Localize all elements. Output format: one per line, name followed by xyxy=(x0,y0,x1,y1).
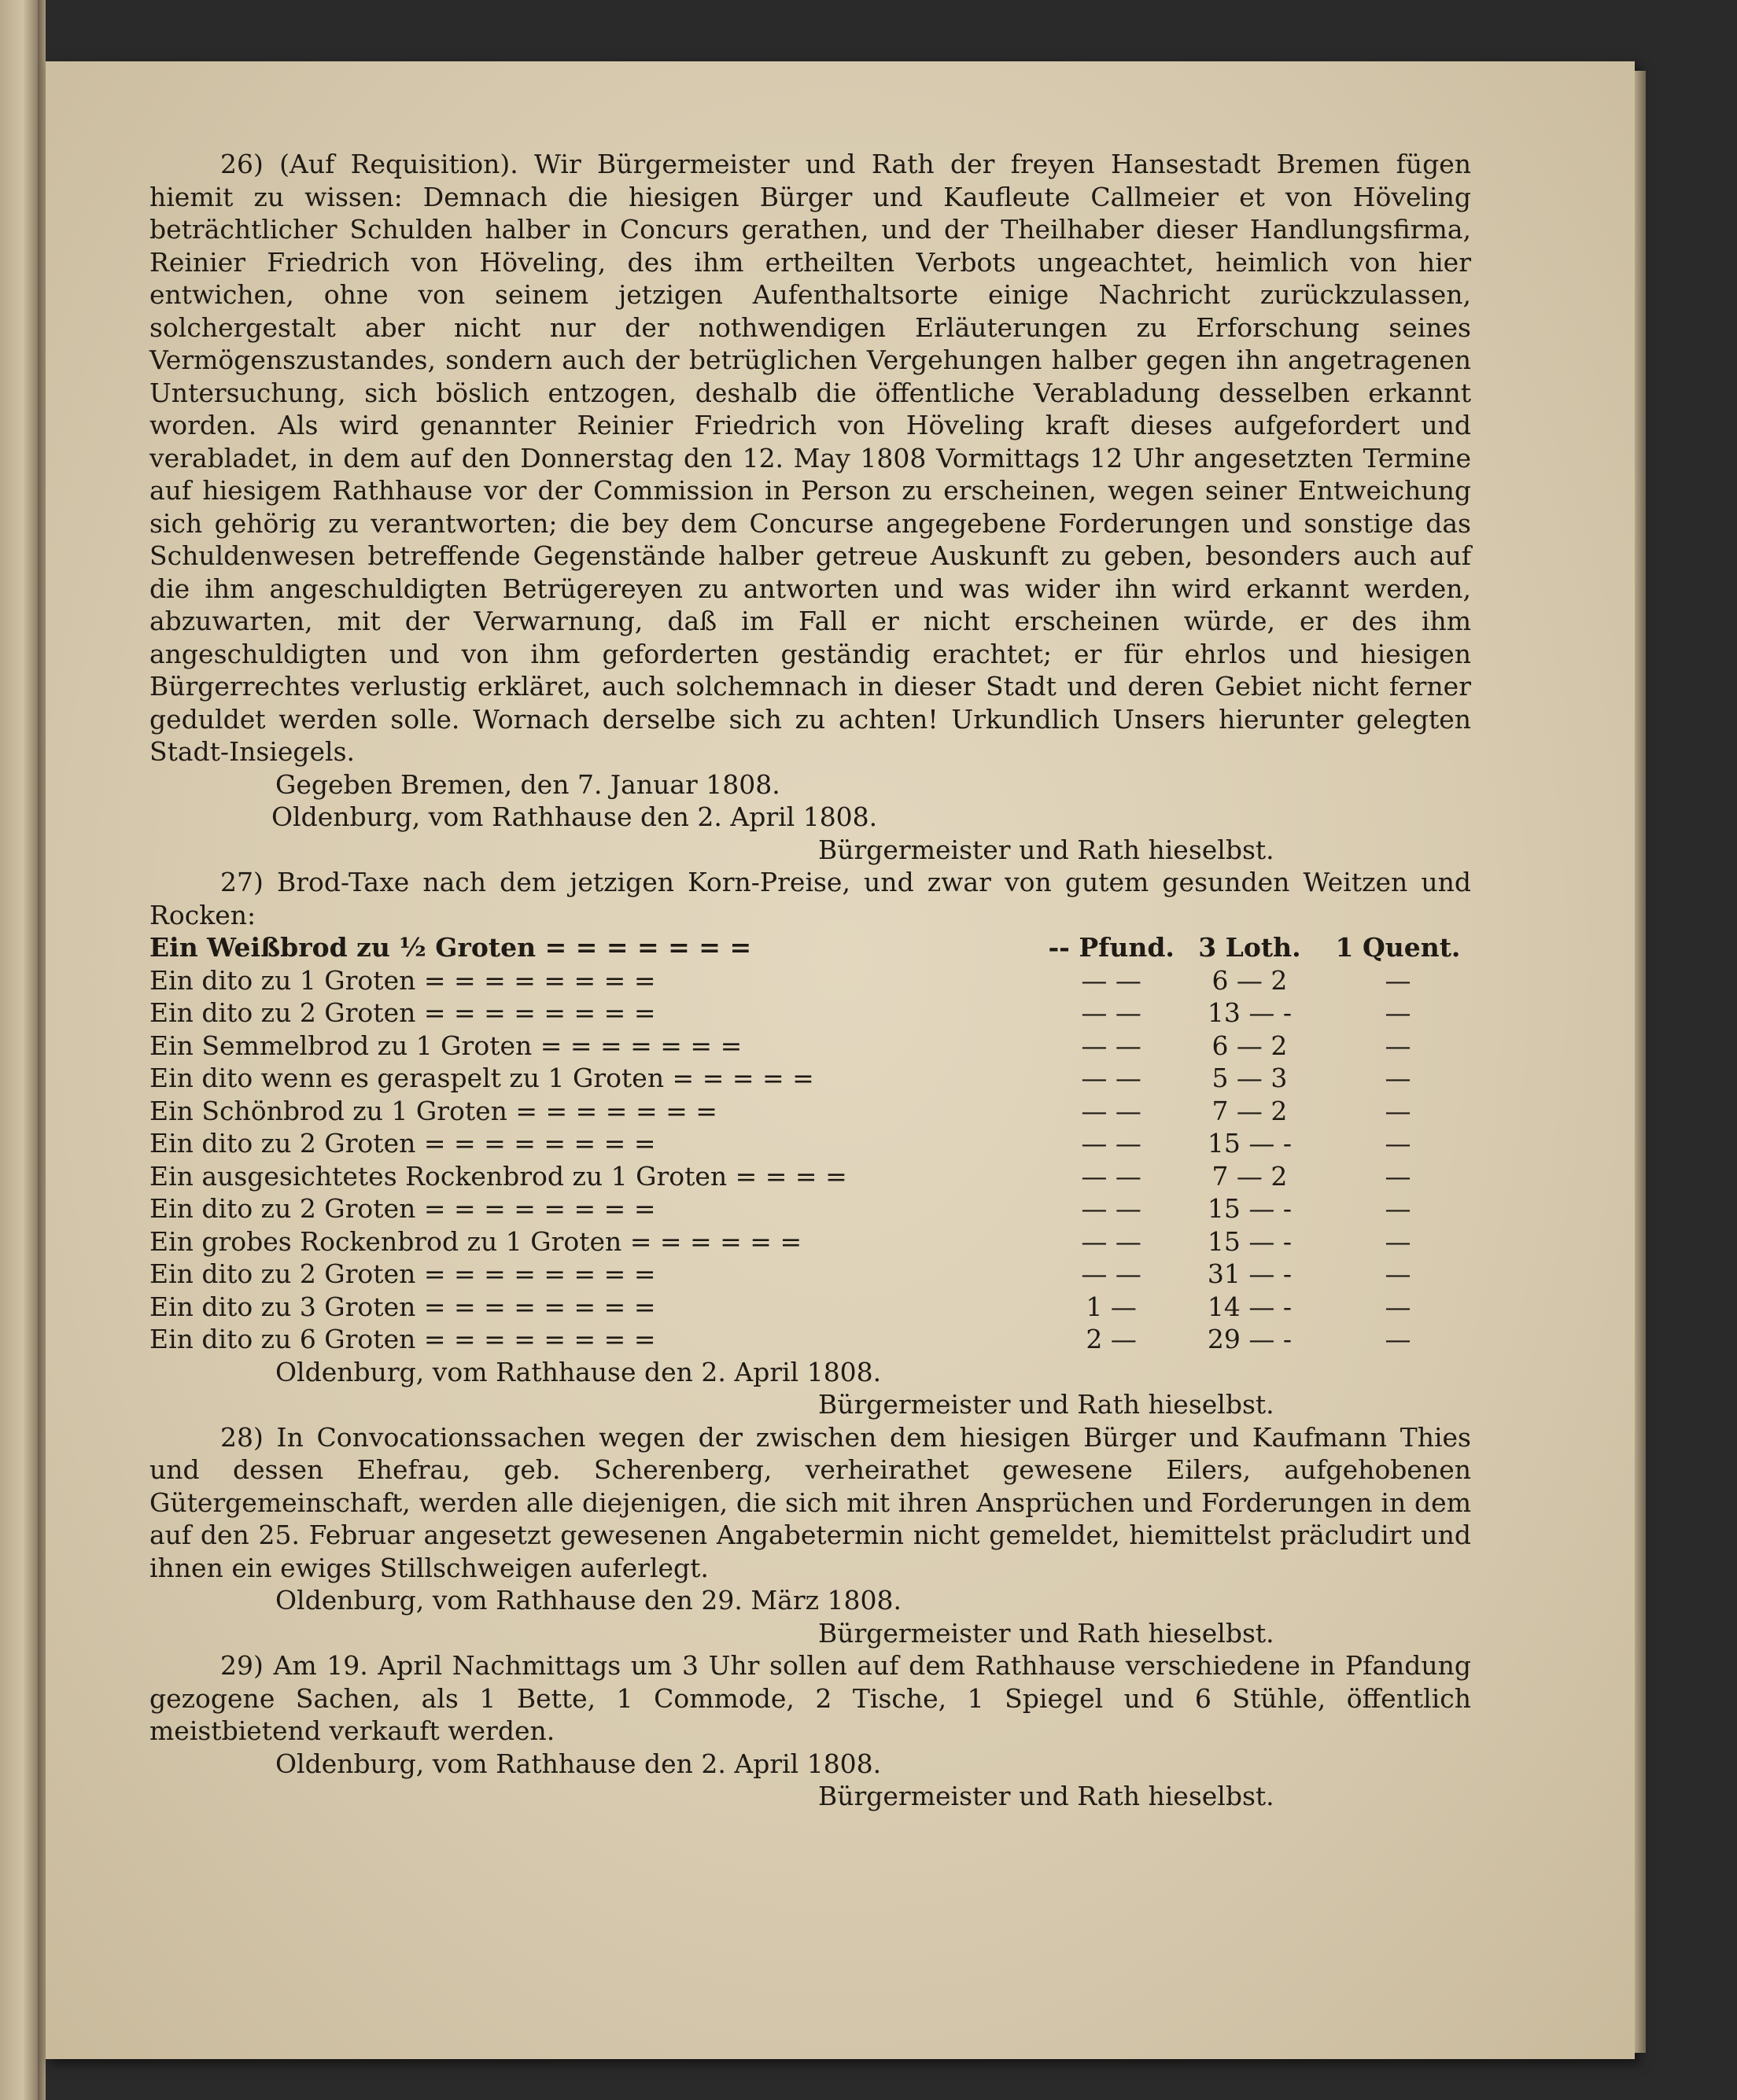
loth-cell: 6 — 2 xyxy=(1211,1030,1288,1061)
table-row xyxy=(149,1030,1471,1063)
pfund-cell: — — xyxy=(1081,1128,1141,1159)
bread-item: Ein Semmelbrod zu 1 Groten = = = = = = = xyxy=(149,1030,743,1061)
entry-29 xyxy=(149,1649,1471,1813)
entry-28-dated: Oldenburg, vom Rathhause den 29. März 1808. xyxy=(275,1585,902,1616)
entry-27-signature: Bürgermeister und Rath hieselbst. xyxy=(818,1389,1274,1420)
table-row xyxy=(149,1160,1471,1193)
bread-item: Ein ausgesichtetes Rockenbrod zu 1 Groten = = = = xyxy=(149,1160,847,1192)
entry-27-intro: 27) Brod-Taxe nach dem jetzigen Korn-Preise, und zwar von gutem gesunden Weitzen und Rocken: xyxy=(149,867,1471,930)
table-row xyxy=(149,997,1471,1030)
bread-item: Ein dito zu 2 Groten = = = = = = = = xyxy=(149,997,656,1028)
quent-cell: — xyxy=(1385,1324,1411,1354)
entry-28-text: 28) In Convocationssachen wegen der zwischen dem hiesigen Bürger und Kaufmann Thies und dessen Ehefrau, geb. Scherenberg, verheirathet gewesene Eilers, aufgehobenen Gütergemeinschaft, werden alle diejenigen, die sich mit ihren Ansprüchen und Forderungen in dem auf den 25. Februar angesetzt gewesenen Angabetermin nicht gemeldet, hiemittelst präcludirt und ihnen ein ewiges Stillschweigen auferlegt. xyxy=(149,1421,1471,1583)
loth-cell: 13 — - xyxy=(1207,997,1292,1028)
table-row xyxy=(149,1291,1471,1324)
entry-28 xyxy=(149,1421,1471,1650)
loth-cell: 31 — - xyxy=(1207,1258,1292,1289)
loth-cell: 6 — 2 xyxy=(1211,964,1288,996)
loth-cell: 15 — - xyxy=(1207,1225,1292,1257)
pfund-cell: — — xyxy=(1081,1193,1141,1224)
entry-29-text: 29) Am 19. April Nachmittags um 3 Uhr sollen auf dem Rathhause verschiedene in Pfandung gezogene Sachen, als 1 Bette, 1 Commode, 2 Tische, 1 Spiegel und 6 Stühle, öffentlich meistbietend verkauft werden. xyxy=(149,1650,1471,1746)
loth-cell: 29 — - xyxy=(1207,1324,1292,1354)
table-row xyxy=(149,1225,1471,1258)
bread-item: Ein grobes Rockenbrod zu 1 Groten = = = = = = xyxy=(149,1225,802,1257)
pfund-cell: — — xyxy=(1081,1063,1141,1093)
bread-item: Ein Schönbrod zu 1 Groten = = = = = = = xyxy=(149,1095,717,1126)
loth-cell: 15 — - xyxy=(1207,1193,1292,1224)
table-row xyxy=(149,1095,1471,1128)
pfund-cell: — — xyxy=(1081,997,1141,1028)
table-row xyxy=(149,1258,1471,1291)
quent-cell: — xyxy=(1385,997,1411,1028)
quent-cell: — xyxy=(1385,1160,1411,1192)
page-content xyxy=(149,148,1471,1813)
quent-cell: — xyxy=(1385,1095,1411,1126)
quent-cell: — xyxy=(1385,1291,1411,1322)
quent-cell: — xyxy=(1385,1030,1411,1061)
table-row xyxy=(149,1127,1471,1160)
entry-26-dated: Oldenburg, vom Rathhause den 2. April 1808. xyxy=(271,801,878,832)
loth-cell: 15 — - xyxy=(1207,1128,1292,1159)
table-row xyxy=(149,931,1471,964)
quent-cell: 1 Quent. xyxy=(1335,932,1461,963)
entry-26-text: 26) (Auf Requisition). Wir Bürgermeister und Rath der freyen Hansestadt Bremen fügen hiemit zu wissen: Demnach die hiesigen Bürger und Kaufleute Callmeier et von Höveling beträchtlicher Schulden halber in Concurs gerathen, und der Theilhaber dieser Handlungsfirma, Reinier Friedrich von Höveling, des ihm ertheilten Verbots ungeachtet, heimlich von hier entwichen, ohne von seinem jetzigen Aufenthaltsorte einige Nachricht zurückzulassen, solchergestalt aber nicht nur der nothwendigen Erläuterungen zu Erforschung seines Vermögenszustandes, sondern auch der betrüglichen Vergehungen halber gegen ihn angetragenen Untersuchung, sich böslich entzogen, deshalb die öffentliche Verabladung desselben erkannt worden. Als wird genannter Reinier Friedrich von Höveling kraft dieses aufgefordert und verabladet, in dem auf den Donnerstag den 12. May 1808 Vormittags 12 Uhr angesetzten Termine auf hiesigem Rathhause vor der Commission in Person zu erscheinen, wegen seiner Entweichung sich gehörig zu verantworten; die bey dem Concurse angegebene Forderungen und sonstige das Schuldenwesen betreffende Gegenstände halber getreue Auskunft zu geben, besonders auch auf die ihm angeschuldigten Betrügereyen zu antworten und was wider ihn wird erkannt werden, abzuwarten, mit der Verwarnung, daß im Fall er nicht erscheinen würde, er des ihm angeschuldigten und von ihm geforderten geständig erachtet; er für ehrlos und hiesigen Bürgerrechtes verlustig erkläret, auch solchemnach in dieser Stadt und deren Gebiet nicht ferner geduldet werden solle. Wornach derselbe sich zu achten! Urkundlich Unsers hierunter gelegten Stadt-Insiegels. xyxy=(149,149,1471,767)
quent-cell: — xyxy=(1385,1128,1411,1159)
loth-cell: 7 — 2 xyxy=(1211,1160,1288,1192)
entry-28-signature: Bürgermeister und Rath hieselbst. xyxy=(818,1617,1274,1649)
bread-item: Ein dito wenn es geraspelt zu 1 Groten = = = = = xyxy=(149,1063,814,1093)
entry-26-signature: Bürgermeister und Rath hieselbst. xyxy=(818,834,1274,865)
bread-price-table xyxy=(149,931,1471,1356)
book-spine xyxy=(38,0,46,2100)
table-row xyxy=(149,1192,1471,1225)
bread-item: Ein Weißbrod zu ½ Groten = = = = = = = xyxy=(149,932,752,963)
pfund-cell: — — xyxy=(1081,1160,1141,1192)
pfund-cell: 1 — xyxy=(1086,1291,1137,1322)
quent-cell: — xyxy=(1385,1225,1411,1257)
bread-item: Ein dito zu 3 Groten = = = = = = = = xyxy=(149,1291,656,1322)
loth-cell: 7 — 2 xyxy=(1211,1095,1288,1126)
pfund-cell: — — xyxy=(1081,1030,1141,1061)
entry-26-given: Gegeben Bremen, den 7. Januar 1808. xyxy=(275,768,780,800)
pfund-cell: — — xyxy=(1081,1258,1141,1289)
entry-29-signature: Bürgermeister und Rath hieselbst. xyxy=(818,1781,1274,1811)
loth-cell: 14 — - xyxy=(1207,1291,1292,1322)
bread-item: Ein dito zu 2 Groten = = = = = = = = xyxy=(149,1193,656,1224)
entry-26 xyxy=(149,148,1471,866)
page-edge xyxy=(1635,71,1646,2053)
loth-cell: 5 — 3 xyxy=(1211,1063,1288,1093)
table-row xyxy=(149,964,1471,997)
table-row xyxy=(149,1323,1471,1356)
pfund-cell: -- Pfund. xyxy=(1048,932,1175,963)
pfund-cell: 2 — xyxy=(1086,1324,1137,1354)
pfund-cell: — — xyxy=(1081,1095,1141,1126)
quent-cell: — xyxy=(1385,964,1411,996)
facing-page-edge xyxy=(0,0,38,2100)
entry-27-dated: Oldenburg, vom Rathhause den 2. April 1808. xyxy=(275,1356,882,1387)
loth-cell: 3 Loth. xyxy=(1198,932,1301,963)
quent-cell: — xyxy=(1385,1063,1411,1093)
entry-29-dated: Oldenburg, vom Rathhause den 2. April 1808. xyxy=(275,1748,882,1779)
pfund-cell: — — xyxy=(1081,964,1141,996)
bread-item: Ein dito zu 2 Groten = = = = = = = = xyxy=(149,1128,656,1159)
bread-item: Ein dito zu 1 Groten = = = = = = = = xyxy=(149,964,656,996)
pfund-cell: — — xyxy=(1081,1225,1141,1257)
entry-27 xyxy=(149,866,1471,1421)
bread-item: Ein dito zu 2 Groten = = = = = = = = xyxy=(149,1258,656,1289)
table-row xyxy=(149,1062,1471,1095)
quent-cell: — xyxy=(1385,1193,1411,1224)
bread-item: Ein dito zu 6 Groten = = = = = = = = xyxy=(149,1324,656,1354)
quent-cell: — xyxy=(1385,1258,1411,1289)
